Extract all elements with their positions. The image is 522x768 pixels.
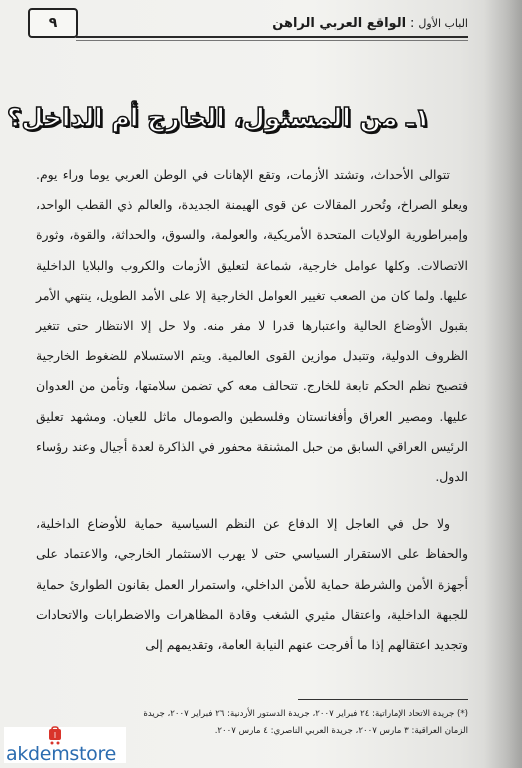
svg-text:ا: ا [53,731,57,740]
chapter-title: الواقع العربي الراهن [272,16,407,31]
store-watermark [4,727,126,763]
footnote-line-2: الزمان العراقية: ٣ مارس ٢٠٠٧، جريدة العربي الناصري: ٤ مارس ٢٠٠٧. [214,726,468,736]
footnotes [143,706,468,740]
running-title [272,16,468,31]
paragraph-2: ولا حل في العاجل إلا الدفاع عن النظم السياسية حماية للأوضاع الداخلية، والحفاظ على الاستقرار السياسي حتى لا يهرب الاستثمار الخارجي، والاعتماد على أجهزة الأمن والشرطة حماية للأمن الداخلي، واستمرار العمل بقانون الطوارئ حماية للجبهة الداخلية، واعتقال مثيري الشغب وقادة المظاهرات والاضطرابات والاتحادات وتجديد اعتقالهم إذا ما أفرجت عنهم النيابة العامة، وتقديمهم إلى [36,516,468,653]
footnote-line-1: (*) جريدة الاتحاد الإماراتية: ٢٤ فبراير ٢٠٠٧، جريدة الدستور الأردنية: ٢٦ فبراير ٢٠٠٧، جريدة [143,709,468,719]
header-separator: : [410,16,415,31]
chapter-label: الباب الأول [418,17,468,30]
page-number: ٩ [28,8,78,38]
header-rule-thin [76,40,468,41]
paragraph-1: تتوالى الأحداث، وتشتد الأزمات، وتقع الإهانات في الوطن العربي يوما وراء يوم. ويعلو الصراخ، وتُحرر المقالات عن قوى الهيمنة الجديدة، والعالم ذي القطب الواحد، وإمبراطورية الولايات المتحدة الأمريكية، والعولمة، والسوق، والحداثة، والقوة، وثورة الاتصالات. وكلها عوامل خارجية، شماعة لتعليق الأزمات والكروب والبلايا الداخلية عليها. ولما كان من الصعب تغيير العوامل الخارجية إلا على الأمد الطويل، ينتهي الأمر بقبول الأوضاع الحالية واعتبارها قدرا لا مفر منه. ولا حل إلا الانتظار حتى تتغير الظروف الدولية، وتتبدل موازين القوى العالمية. ويتم الاستسلام للضغوط الخارجية فتصبح نظم الحكم تابعة للخارج. تتحالف معه كي تضمن سلامتها، وتأمن من العدوان عليها. ومصير العراق وأفغانستان وفلسطين والصومال ماثل للعيان. ومشهد تعليق الرئيس العراقي السابق من حبل المشنقة محفور في الذاكرة لعدة أجيال وعند رؤساء الدول. [36,167,468,485]
footnote-rule [298,699,468,700]
page-spine-shadow [484,0,522,768]
store-name: akdemstore [6,743,116,765]
body-text [36,160,468,660]
section-heading: ١ـ من المسئول، الخارج أم الداخل؟ [7,103,430,132]
header-rule [76,36,468,38]
